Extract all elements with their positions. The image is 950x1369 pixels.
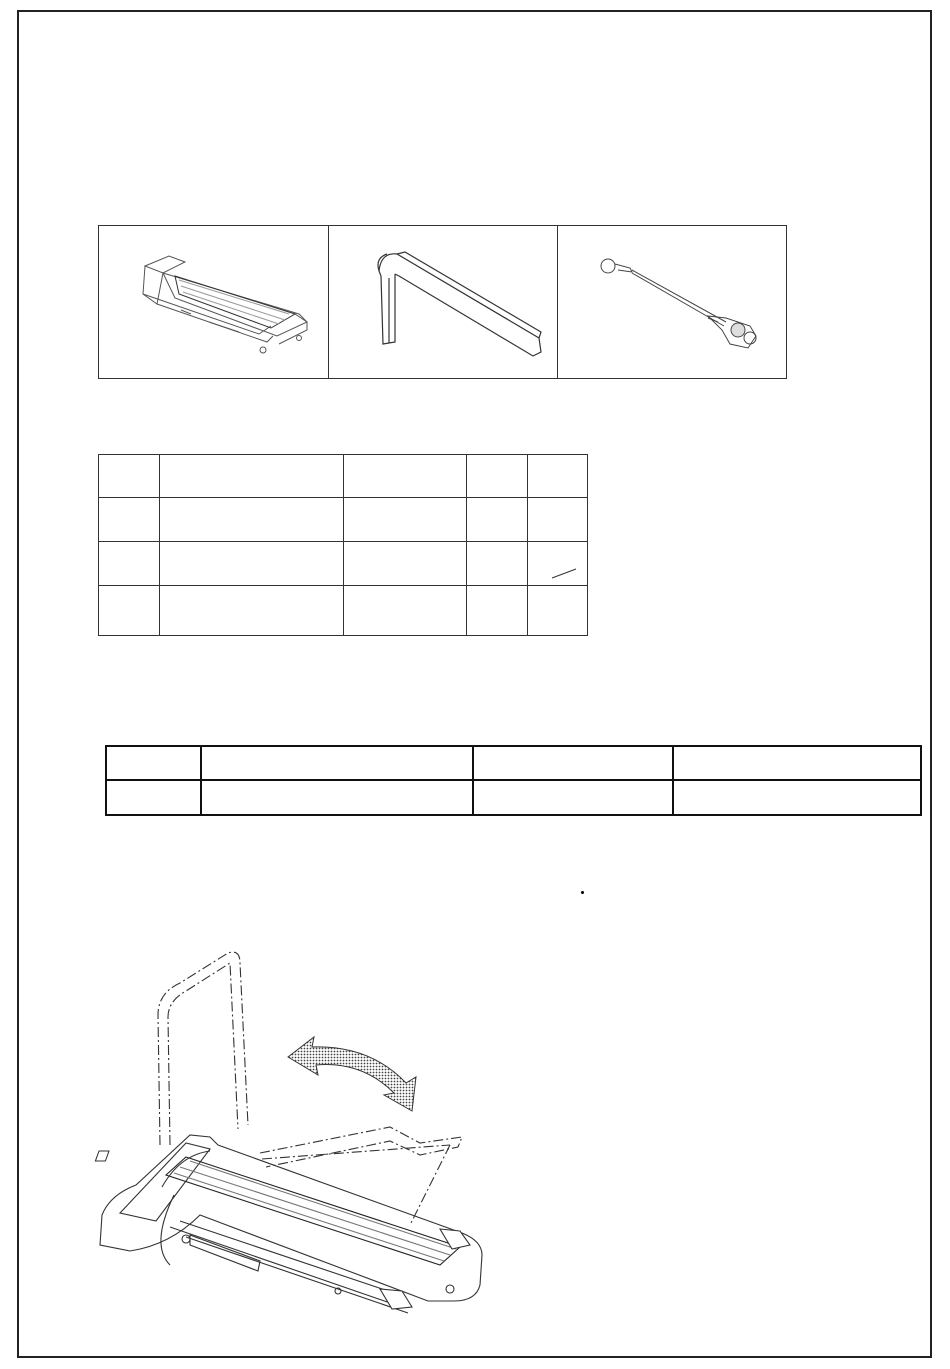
curved-double-arrow <box>288 1037 416 1111</box>
table-cell <box>160 498 344 542</box>
safety-key-icon <box>557 226 786 378</box>
table-cell <box>99 542 160 586</box>
table-cell <box>160 586 344 636</box>
table-cell <box>528 498 588 542</box>
handrail-upright-icon <box>328 226 556 378</box>
table-cell <box>467 455 528 498</box>
table-cell <box>528 542 588 586</box>
table-row <box>99 586 588 636</box>
table-cell <box>344 542 467 586</box>
table-cell <box>528 586 588 636</box>
parts-image-strip <box>98 225 787 379</box>
table-cell <box>344 498 467 542</box>
table-cell <box>160 542 344 586</box>
table-row <box>106 746 921 780</box>
table-cell <box>473 780 673 815</box>
table-cell <box>467 542 528 586</box>
table-cell <box>467 586 528 636</box>
table-cell <box>467 498 528 542</box>
table-cell <box>473 746 673 780</box>
table-cell <box>201 746 473 780</box>
stray-mark-icon <box>528 542 587 586</box>
table-cell <box>344 455 467 498</box>
table-cell <box>99 455 160 498</box>
table-cell <box>201 780 473 815</box>
table-cell <box>160 455 344 498</box>
table-row <box>99 455 588 498</box>
treadmill-handrail-folding-diagram <box>90 945 500 1320</box>
table-cell <box>528 455 588 498</box>
dot-mark <box>581 891 584 894</box>
table-cell <box>106 746 201 780</box>
table-row <box>99 542 588 586</box>
parts-list-table <box>98 454 588 636</box>
table-row <box>106 780 921 815</box>
table-cell <box>106 780 201 815</box>
table-row <box>99 498 588 542</box>
table-cell <box>99 586 160 636</box>
table-cell <box>344 586 467 636</box>
treadmill-main-frame-icon <box>99 226 328 378</box>
table-cell <box>99 498 160 542</box>
tools-table <box>105 745 922 816</box>
table-cell <box>673 780 921 815</box>
table-cell <box>673 746 921 780</box>
